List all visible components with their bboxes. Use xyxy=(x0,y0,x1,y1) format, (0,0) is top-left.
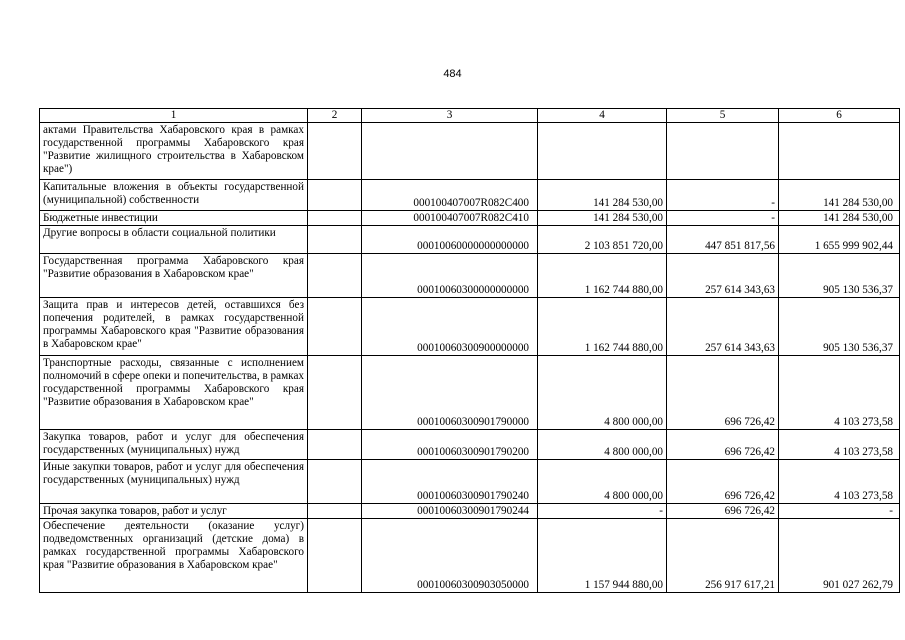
row-description: Прочая закупка товаров, работ и услуг xyxy=(40,504,308,519)
row-value-5: 696 726,42 xyxy=(667,430,779,460)
row-value-5: 696 726,42 xyxy=(667,460,779,504)
row-value-6: 141 284 530,00 xyxy=(779,180,900,211)
row-code: 00010060300901790200 xyxy=(362,430,538,460)
row-value-6: 4 103 273,58 xyxy=(779,356,900,430)
row-code: 00010060000000000000 xyxy=(362,226,538,254)
row-col2 xyxy=(308,123,362,180)
row-code: 000100407007R082C410 xyxy=(362,211,538,226)
table-row xyxy=(40,254,900,298)
table-header-row xyxy=(40,109,900,123)
table-row xyxy=(40,430,900,460)
row-value-4: 141 284 530,00 xyxy=(538,211,667,226)
row-value-4: 4 800 000,00 xyxy=(538,356,667,430)
column-header-1: 1 xyxy=(40,109,308,123)
row-value-6: 905 130 536,37 xyxy=(779,298,900,356)
row-value-6 xyxy=(779,123,900,180)
row-code: 00010060300000000000 xyxy=(362,254,538,298)
row-value-4: 1 162 744 880,00 xyxy=(538,298,667,356)
row-code xyxy=(362,123,538,180)
row-col2 xyxy=(308,254,362,298)
row-description: Закупка товаров, работ и услуг для обеспечения государственных (муниципальных) нужд xyxy=(40,430,308,460)
row-value-4: 2 103 851 720,00 xyxy=(538,226,667,254)
row-value-4: 141 284 530,00 xyxy=(538,180,667,211)
row-value-6: 141 284 530,00 xyxy=(779,211,900,226)
table-row xyxy=(40,123,900,180)
row-value-6: 4 103 273,58 xyxy=(779,430,900,460)
row-value-5: 696 726,42 xyxy=(667,356,779,430)
row-value-6: 901 027 262,79 xyxy=(779,519,900,593)
page-number: 484 xyxy=(443,68,462,80)
row-code: 00010060300901790240 xyxy=(362,460,538,504)
row-value-5: - xyxy=(667,211,779,226)
row-col2 xyxy=(308,460,362,504)
row-description: Бюджетные инвестиции xyxy=(40,211,308,226)
row-description: Капитальные вложения в объекты государственной (муниципальной) собственности xyxy=(40,180,308,211)
row-value-5: - xyxy=(667,180,779,211)
row-code: 00010060300901790000 xyxy=(362,356,538,430)
row-value-4: 4 800 000,00 xyxy=(538,430,667,460)
table-row xyxy=(40,180,900,211)
row-code: 00010060300903050000 xyxy=(362,519,538,593)
row-value-6: 905 130 536,37 xyxy=(779,254,900,298)
row-value-5: 696 726,42 xyxy=(667,504,779,519)
row-code: 00010060300900000000 xyxy=(362,298,538,356)
table-row xyxy=(40,298,900,356)
row-description: Защита прав и интересов детей, оставшихся без попечения родителей, в рамках государственной программы Хабаровского края "Развитие образования в Хабаровском крае" xyxy=(40,298,308,356)
column-header-4: 4 xyxy=(538,109,667,123)
row-col2 xyxy=(308,504,362,519)
row-value-5: 447 851 817,56 xyxy=(667,226,779,254)
row-description: актами Правительства Хабаровского края в рамках государственной программы Хабаровского края "Развитие жилищного строительства в Хабаровском крае") xyxy=(40,123,308,180)
table-row xyxy=(40,211,900,226)
row-value-4: - xyxy=(538,504,667,519)
row-col2 xyxy=(308,180,362,211)
row-value-5 xyxy=(667,123,779,180)
row-description: Иные закупки товаров, работ и услуг для обеспечения государственных (муниципальных) нужд xyxy=(40,460,308,504)
row-col2 xyxy=(308,356,362,430)
row-value-5: 257 614 343,63 xyxy=(667,254,779,298)
table-row xyxy=(40,226,900,254)
row-description: Обеспечение деятельности (оказание услуг) подведомственных организаций (детские дома) в рамках государственной программы Хабаровского края "Развитие образования в Хабаровском крае" xyxy=(40,519,308,593)
budget-table xyxy=(39,108,900,593)
row-code: 000100407007R082C400 xyxy=(362,180,538,211)
row-value-6: 1 655 999 902,44 xyxy=(779,226,900,254)
table-row xyxy=(40,356,900,430)
row-code: 00010060300901790244 xyxy=(362,504,538,519)
row-description: Другие вопросы в области социальной политики xyxy=(40,226,308,254)
row-col2 xyxy=(308,519,362,593)
row-value-4: 1 162 744 880,00 xyxy=(538,254,667,298)
column-header-3: 3 xyxy=(362,109,538,123)
row-value-4 xyxy=(538,123,667,180)
row-value-6: 4 103 273,58 xyxy=(779,460,900,504)
row-col2 xyxy=(308,298,362,356)
row-col2 xyxy=(308,430,362,460)
row-description: Государственная программа Хабаровского края "Развитие образования в Хабаровском крае" xyxy=(40,254,308,298)
row-value-6: - xyxy=(779,504,900,519)
row-value-4: 1 157 944 880,00 xyxy=(538,519,667,593)
column-header-2: 2 xyxy=(308,109,362,123)
table-row xyxy=(40,460,900,504)
table-row xyxy=(40,504,900,519)
row-value-5: 257 614 343,63 xyxy=(667,298,779,356)
row-value-4: 4 800 000,00 xyxy=(538,460,667,504)
row-value-5: 256 917 617,21 xyxy=(667,519,779,593)
table-row xyxy=(40,519,900,593)
column-header-5: 5 xyxy=(667,109,779,123)
row-description: Транспортные расходы, связанные с исполнением полномочий в сфере опеки и попечительства, в рамках государственной программы Хабаровского края "Развитие образования в Хабаровском крае" xyxy=(40,356,308,430)
column-header-6: 6 xyxy=(779,109,900,123)
row-col2 xyxy=(308,226,362,254)
row-col2 xyxy=(308,211,362,226)
